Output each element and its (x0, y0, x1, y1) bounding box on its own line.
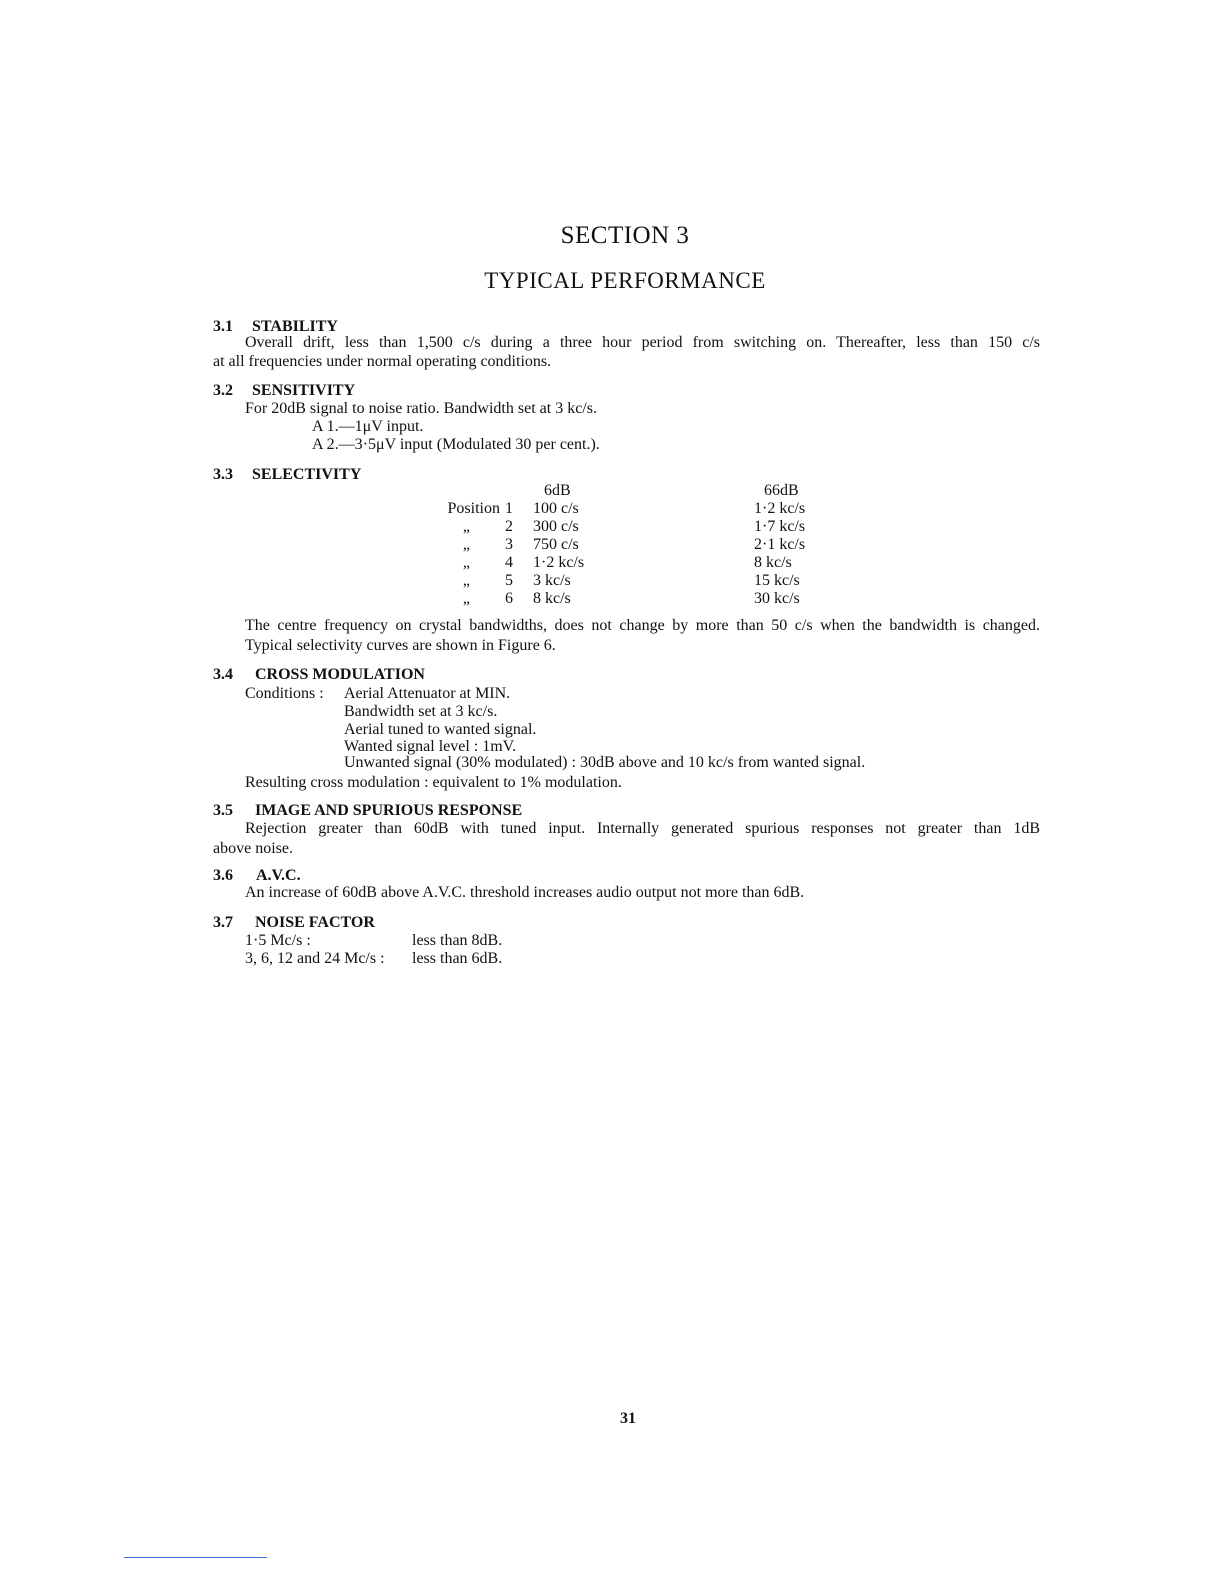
noise-factor-value: less than 6dB. (412, 950, 503, 967)
sensitivity-text: For 20dB signal to noise ratio. Bandwidth set at 3 kc/s. (245, 400, 597, 417)
sensitivity-a2: A 2.—3·5μV input (Modulated 30 per cent.). (312, 436, 600, 453)
selectivity-row-label: Position (447, 500, 500, 517)
selectivity-header-6db: 6dB (544, 482, 571, 499)
noise-factor-label: 1·5 Mc/s : (245, 932, 311, 949)
selectivity-row-label: „ (462, 536, 470, 553)
selectivity-position: 5 (505, 572, 513, 589)
selectivity-66db-value: 30 kc/s (754, 590, 800, 607)
image-spurious-text-line-1: Rejection greater than 60dB with tuned input. Internally generated spurious responses not greater than 1dB (245, 820, 1040, 837)
section-heading-image-spurious: IMAGE AND SPURIOUS RESPONSE (255, 802, 523, 819)
selectivity-position-column (505, 500, 517, 608)
selectivity-66db-value: 8 kc/s (754, 554, 792, 571)
selectivity-position: 4 (505, 554, 513, 571)
selectivity-66db-value: 15 kc/s (754, 572, 800, 589)
selectivity-6db-value: 750 c/s (533, 536, 579, 553)
selectivity-note-2: Typical selectivity curves are shown in Figure 6. (245, 637, 556, 654)
footer-rule (124, 1557, 267, 1558)
section-number: 3.4 (213, 666, 233, 683)
section-heading: SECTION 3 (560, 222, 690, 249)
selectivity-row-label: „ (462, 572, 470, 589)
selectivity-6db-value: 1·2 kc/s (533, 554, 585, 571)
selectivity-note-1: The centre frequency on crystal bandwidths, does not change by more than 50 c/s when the bandwidth is changed. (245, 617, 1040, 634)
selectivity-position: 2 (505, 518, 513, 535)
selectivity-label-column (400, 500, 500, 608)
stability-text-line-1: Overall drift, less than 1,500 c/s during a three hour period from switching on. Thereafter, less than 150 c/s (245, 334, 1040, 351)
noise-factor-value: less than 8dB. (412, 932, 503, 949)
selectivity-66db-value: 2·1 kc/s (754, 536, 806, 553)
selectivity-6db-value: 300 c/s (533, 518, 579, 535)
selectivity-6db-value: 100 c/s (533, 500, 579, 517)
selectivity-6db-value: 3 kc/s (533, 572, 571, 589)
image-spurious-text-line-2: above noise. (213, 840, 293, 857)
selectivity-position: 6 (505, 590, 513, 607)
selectivity-row-label: „ (462, 590, 470, 607)
section-heading-sensitivity: SENSITIVITY (252, 382, 356, 399)
page-number: 31 (620, 1410, 636, 1427)
selectivity-position: 1 (505, 500, 513, 517)
cross-mod-result: Resulting cross modulation : equivalent to 1% modulation. (245, 774, 622, 791)
section-heading-stability: STABILITY (252, 318, 338, 335)
section-number: 3.5 (213, 802, 233, 819)
cross-mod-condition: Wanted signal level : 1mV. (344, 738, 517, 755)
sensitivity-a1: A 1.—1μV input. (312, 418, 424, 435)
cross-mod-condition: Unwanted signal (30% modulated) : 30dB above and 10 kc/s from wanted signal. (344, 754, 866, 771)
section-heading-cross-modulation: CROSS MODULATION (255, 666, 425, 683)
cross-mod-condition: Aerial tuned to wanted signal. (344, 721, 537, 738)
cross-mod-conditions-label: Conditions : (245, 685, 324, 702)
selectivity-header-66db: 66dB (764, 482, 799, 499)
avc-text: An increase of 60dB above A.V.C. threshold increases audio output not more than 6dB. (245, 884, 805, 901)
noise-factor-label: 3, 6, 12 and 24 Mc/s : (245, 950, 385, 967)
selectivity-66db-column (754, 500, 805, 608)
section-number: 3.2 (213, 382, 233, 399)
selectivity-66db-value: 1·7 kc/s (754, 518, 806, 535)
selectivity-66db-value: 1·2 kc/s (754, 500, 806, 517)
section-heading-noise-factor: NOISE FACTOR (255, 914, 375, 931)
selectivity-6db-column (533, 500, 584, 608)
section-number: 3.3 (213, 466, 233, 483)
section-title: TYPICAL PERFORMANCE (484, 268, 766, 293)
stability-text-line-2: at all frequencies under normal operating conditions. (213, 353, 552, 370)
cross-mod-condition: Aerial Attenuator at MIN. (344, 685, 511, 702)
selectivity-row-label: „ (462, 518, 470, 535)
cross-mod-condition: Bandwidth set at 3 kc/s. (344, 703, 498, 720)
selectivity-row-label: „ (462, 554, 470, 571)
selectivity-6db-value: 8 kc/s (533, 590, 571, 607)
section-number: 3.7 (213, 914, 233, 931)
section-number: 3.1 (213, 318, 233, 335)
section-heading-avc: A.V.C. (256, 867, 301, 884)
section-heading-selectivity: SELECTIVITY (252, 466, 362, 483)
section-number: 3.6 (213, 867, 233, 884)
selectivity-position: 3 (505, 536, 513, 553)
